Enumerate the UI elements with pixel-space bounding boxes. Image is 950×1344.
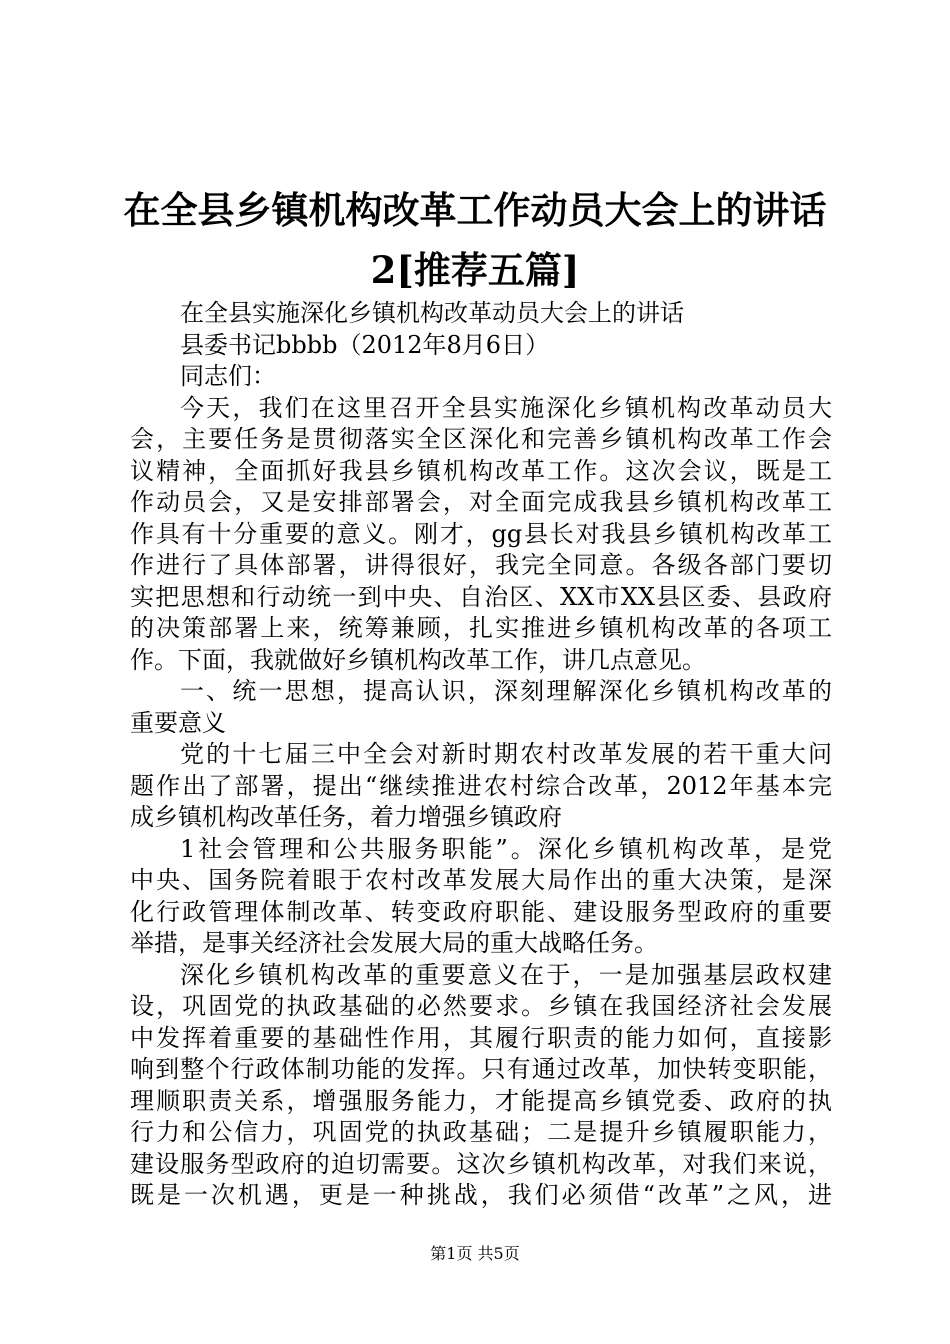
body-line: 既是一次机遇，更是一种挑战，我们必须借“改革”之风，进 xyxy=(130,1181,832,1209)
body-line: 会，主要任务是贯彻落实全区深化和完善乡镇机构改革工作会 xyxy=(130,425,832,453)
body-line: 深化乡镇机构改革的重要意义在于，一是加强基层政权建 xyxy=(180,960,832,989)
body-line: 建设服务型政府的迫切需要。这次乡镇机构改革，对我们来说， xyxy=(130,1149,832,1178)
body-line: 中央、国务院着眼于农村改革发展大局作出的重大决策，是深 xyxy=(130,866,832,894)
body-line: 今天，我们在这里召开全县实施深化乡镇机构改革动员大 xyxy=(180,393,832,422)
body-line: 行力和公信力，巩固党的执政基础；二是提升乡镇履职能力， xyxy=(130,1118,832,1146)
document-body xyxy=(130,298,832,1212)
body-line: 作动员会，又是安排部署会，对全面完成我县乡镇机构改革工 xyxy=(130,488,832,516)
body-line: 议精神，全面抓好我县乡镇机构改革工作。这次会议，既是工 xyxy=(130,456,832,485)
body-line: 作进行了具体部署，讲得很好，我完全同意。各级各部门要切 xyxy=(130,551,832,579)
body-line: 1社会管理和公共服务职能”。深化乡镇机构改革，是党 xyxy=(180,834,832,863)
body-line: 中发挥着重要的基础性作用，其履行职责的能力如何，直接影 xyxy=(130,1023,832,1052)
body-line: 题作出了部署，提出“继续推进农村综合改革，2012年基本完 xyxy=(130,771,832,800)
body-line: 理顺职责关系，增强服务能力，才能提高乡镇党委、政府的执 xyxy=(130,1086,832,1115)
body-line: 实把思想和行动统一到中央、自治区、XX市XX县区委、县政府 xyxy=(130,582,832,611)
page-footer: 第1页 共5页 xyxy=(430,1244,520,1263)
section-heading: 重要意义 xyxy=(130,708,226,737)
body-line: 的决策部署上来，统筹兼顾，扎实推进乡镇机构改革的各项工 xyxy=(130,614,832,642)
body-line: 设，巩固党的执政基础的必然要求。乡镇在我国经济社会发展 xyxy=(130,992,832,1020)
body-line: 作。下面，我就做好乡镇机构改革工作，讲几点意见。 xyxy=(130,645,706,674)
salutation: 同志们： xyxy=(180,362,276,390)
body-line: 党的十七届三中全会对新时期农村改革发展的若干重大问 xyxy=(180,740,832,768)
section-heading: 一、统一思想，提高认识，深刻理解深化乡镇机构改革的 xyxy=(180,677,832,705)
document-title-line-1: 在全县乡镇机构改革工作动员大会上的讲话 xyxy=(123,188,827,232)
body-line: 化行政管理体制改革、转变政府职能、建设服务型政府的重要 xyxy=(130,897,832,926)
speaker-line: 县委书记bbbb（2012年8月6日） xyxy=(180,330,550,359)
speech-heading: 在全县实施深化乡镇机构改革动员大会上的讲话 xyxy=(180,299,684,327)
body-line: 响到整个行政体制功能的发挥。只有通过改革，加快转变职能， xyxy=(130,1055,832,1083)
document-title-line-2: 2[推荐五篇] xyxy=(370,248,580,292)
body-line: 举措，是事关经济社会发展大局的重大战略任务。 xyxy=(130,929,658,957)
body-line: 作具有十分重要的意义。刚才，gg县长对我县乡镇机构改革工 xyxy=(130,519,832,548)
body-line: 成乡镇机构改革任务，着力增强乡镇政府 xyxy=(130,803,562,831)
